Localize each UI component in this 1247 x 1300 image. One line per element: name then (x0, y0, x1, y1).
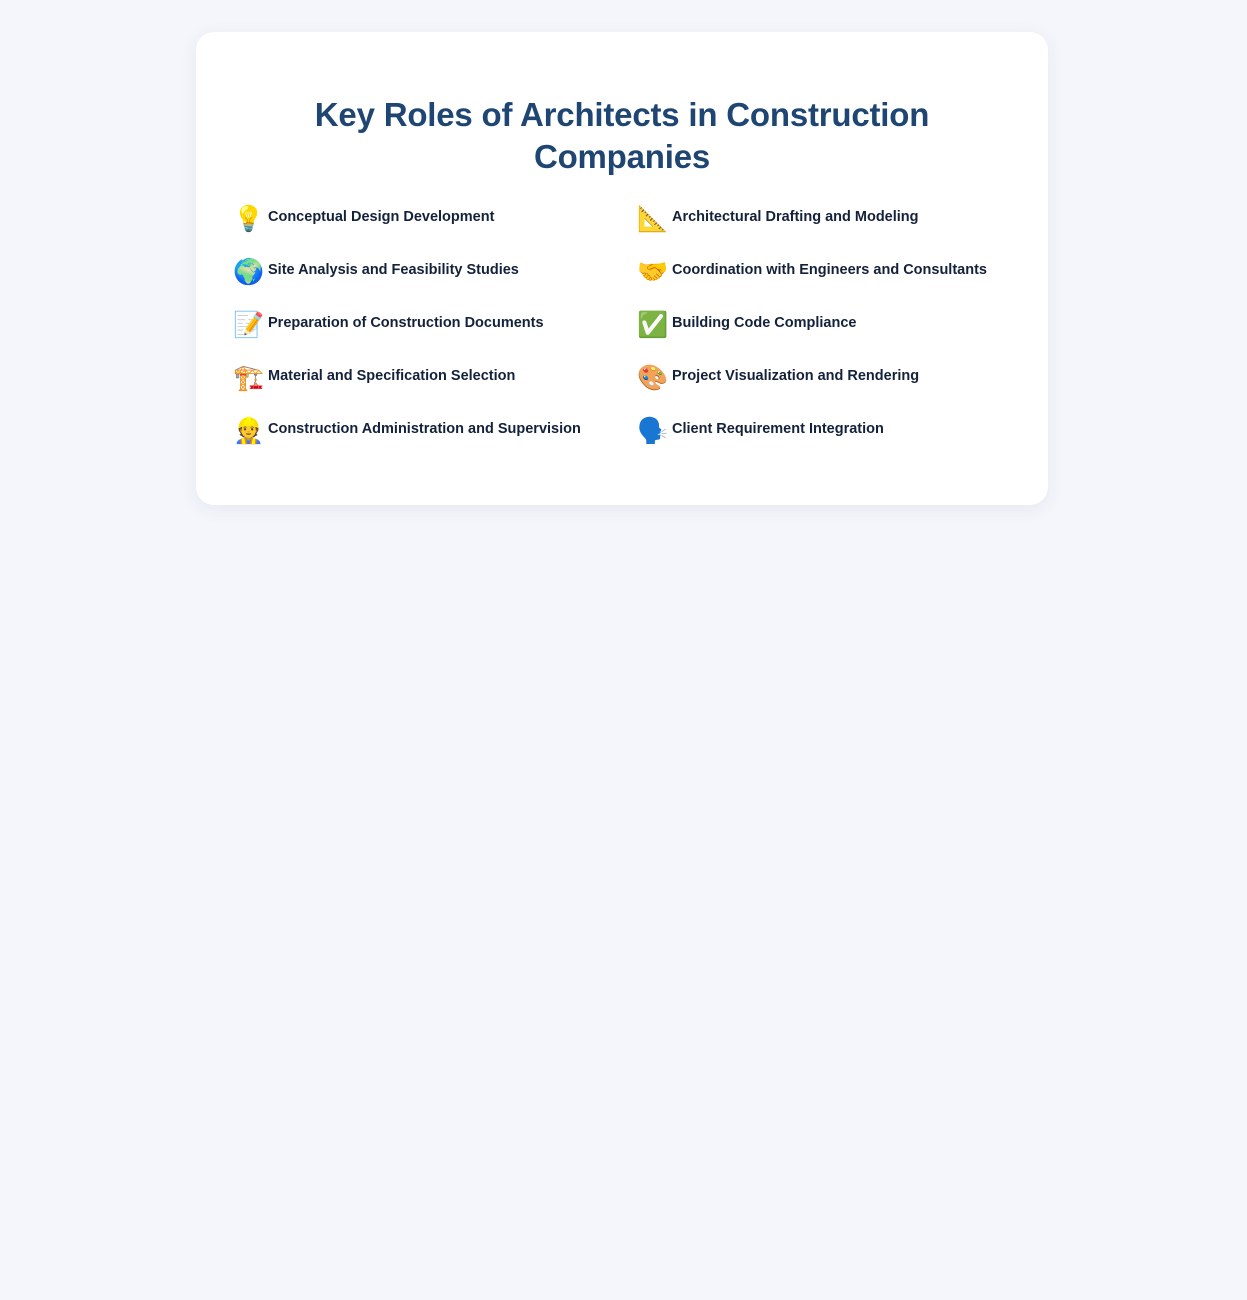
list-item (230, 308, 622, 361)
list-item-label: Architectural Drafting and Modeling (672, 209, 919, 226)
list-item-label: Client Requirement Integration (672, 421, 884, 438)
list-item (634, 361, 1018, 414)
info-card (196, 32, 1048, 505)
memo-icon: 📝 (233, 311, 265, 340)
list-item (230, 255, 622, 308)
lightbulb-icon: 💡 (233, 205, 265, 234)
roles-columns (196, 178, 1048, 467)
list-item-label: Project Visualization and Rendering (672, 368, 920, 385)
list-item (230, 361, 622, 414)
list-item (230, 202, 622, 255)
list-item (634, 255, 1018, 308)
check-mark-icon: ✅ (637, 311, 669, 340)
globe-icon: 🌍 (233, 258, 265, 287)
construction-worker-icon: 👷 (233, 417, 265, 446)
construction-crane-icon: 🏗️ (233, 364, 265, 393)
list-item-label: Material and Specification Selection (268, 368, 516, 385)
page-title: Key Roles of Architects in Construction Companies (314, 96, 930, 176)
artist-palette-icon: 🎨 (637, 364, 669, 393)
list-item (230, 414, 622, 467)
roles-column-left (226, 202, 622, 467)
list-item-label: Coordination with Engineers and Consultants (672, 262, 987, 279)
list-item-label: Conceptual Design Development (268, 209, 495, 226)
roles-column-right (622, 202, 1018, 467)
speaking-head-icon: 🗣️ (637, 417, 669, 446)
list-item (634, 308, 1018, 361)
list-item (634, 414, 1018, 467)
list-item (634, 202, 1018, 255)
list-item-label: Construction Administration and Supervision (268, 421, 581, 438)
list-item-label: Site Analysis and Feasibility Studies (268, 262, 519, 279)
triangular-ruler-icon: 📐 (637, 205, 669, 234)
handshake-icon: 🤝 (637, 258, 669, 287)
list-item-label: Preparation of Construction Documents (268, 315, 544, 332)
list-item-label: Building Code Compliance (672, 315, 857, 332)
